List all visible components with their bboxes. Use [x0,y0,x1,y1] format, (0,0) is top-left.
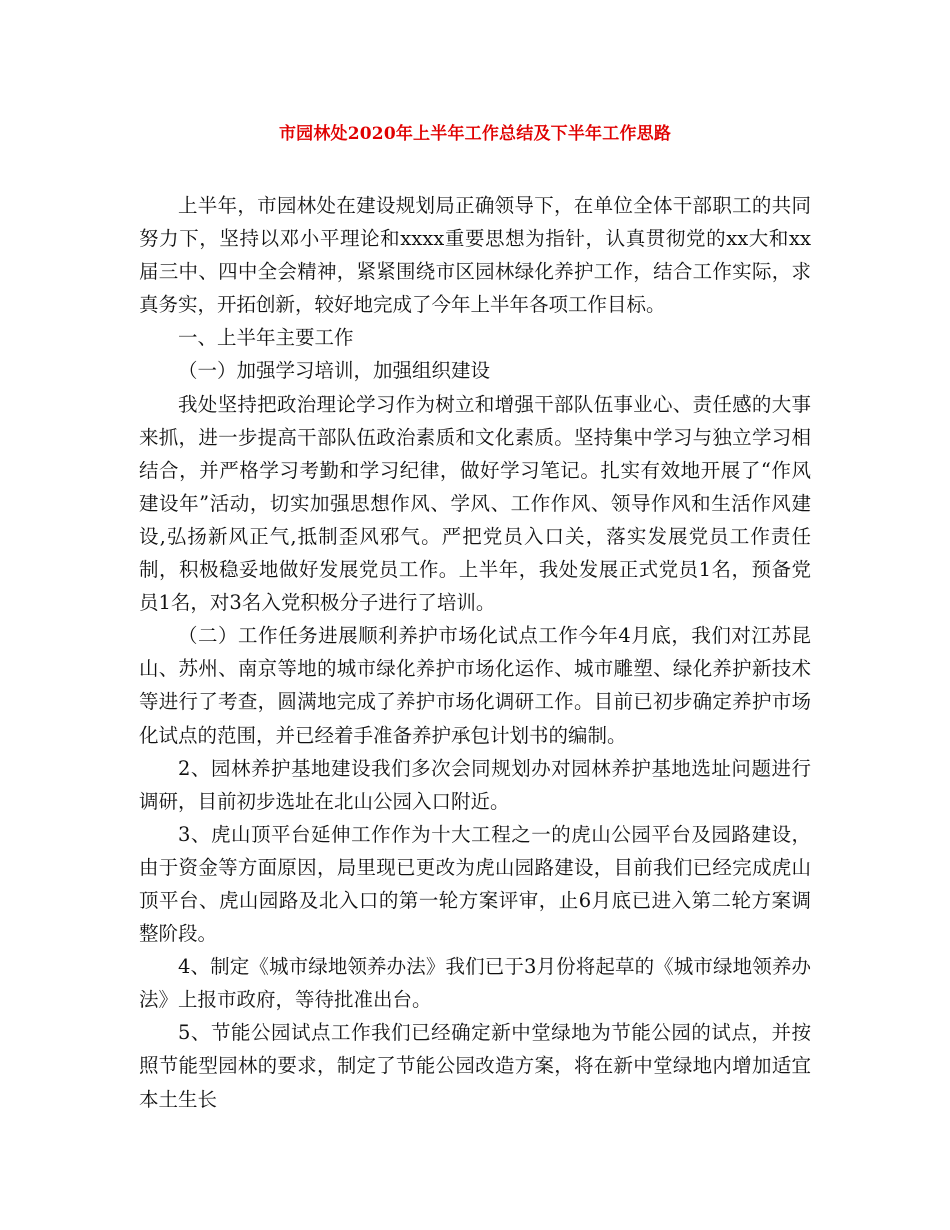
paragraph-study-training: 我处坚持把政治理论学习作为树立和增强干部队伍事业心、责任感的大事来抓，进一步提高干部队伍政治素质和文化素质。坚持集中学习与独立学习相结合，并严格学习考勤和学习纪律，做好学习笔记。扎实有效地开展了“作风建设年”活动，切实加强思想作风、学风、工作作风、领导作风和生活作风建设,弘扬新风正气,抵制歪风邪气。严把党员入口关，落实发展党员工作责任制，积极稳妥地做好发展党员工作。上半年，我处发展正式党员1名，预备党员1名，对3名入党积极分子进行了培训。 [139,392,811,615]
paragraph-item-4: 4、制定《城市绿地领养办法》我们已于3月份将起草的《城市绿地领养办法》上报市政府，等待批准出台。 [139,955,811,1012]
document-title: 市园林处2020年上半年工作总结及下半年工作思路 [278,124,672,144]
paragraph-item-2: 2、园林养护基地建设我们多次会同规划办对园林养护基地选址问题进行调研，目前初步选址在北山公园入口附近。 [139,756,811,813]
paragraph-item-3: 3、虎山顶平台延伸工作作为十大工程之一的虎山公园平台及园路建设，由于资金等方面原因，局里现已更改为虎山园路建设，目前我们已经完成虎山顶平台、虎山园路及北入口的第一轮方案评审，止6月底已进入第二轮方案调整阶段。 [139,822,811,946]
subsection-heading-1: （一）加强学习培训，加强组织建设 [178,359,491,383]
document-body [139,189,811,1116]
paragraph-intro: 上半年，市园林处在建设规划局正确领导下，在单位全体干部职工的共同努力下，坚持以邓小平理论和xxxx重要思想为指针，认真贯彻党的xx大和xx届三中、四中全会精神，紧紧围绕市区园林绿化养护工作，结合工作实际，求真务实，开拓创新，较好地完成了今年上半年各项工作目标。 [139,194,811,317]
paragraph-task-progress: （二）工作任务进展顺利养护市场化试点工作今年4月底，我们对江苏昆山、苏州、南京等地的城市绿化养护市场化运作、城市雕塑、绿化养护新技术等进行了考查，圆满地完成了养护市场化调研工作。目前已初步确定养护市场化试点的范围，并已经着手准备养护承包计划书的编制。 [139,624,811,747]
section-heading-1: 一、上半年主要工作 [178,326,354,350]
paragraph-item-5: 5、节能公园试点工作我们已经确定新中堂绿地为节能公园的试点，并按照节能型园林的要求，制定了节能公园改造方案，将在新中堂绿地内增加适宜本土生长 [139,1021,811,1111]
